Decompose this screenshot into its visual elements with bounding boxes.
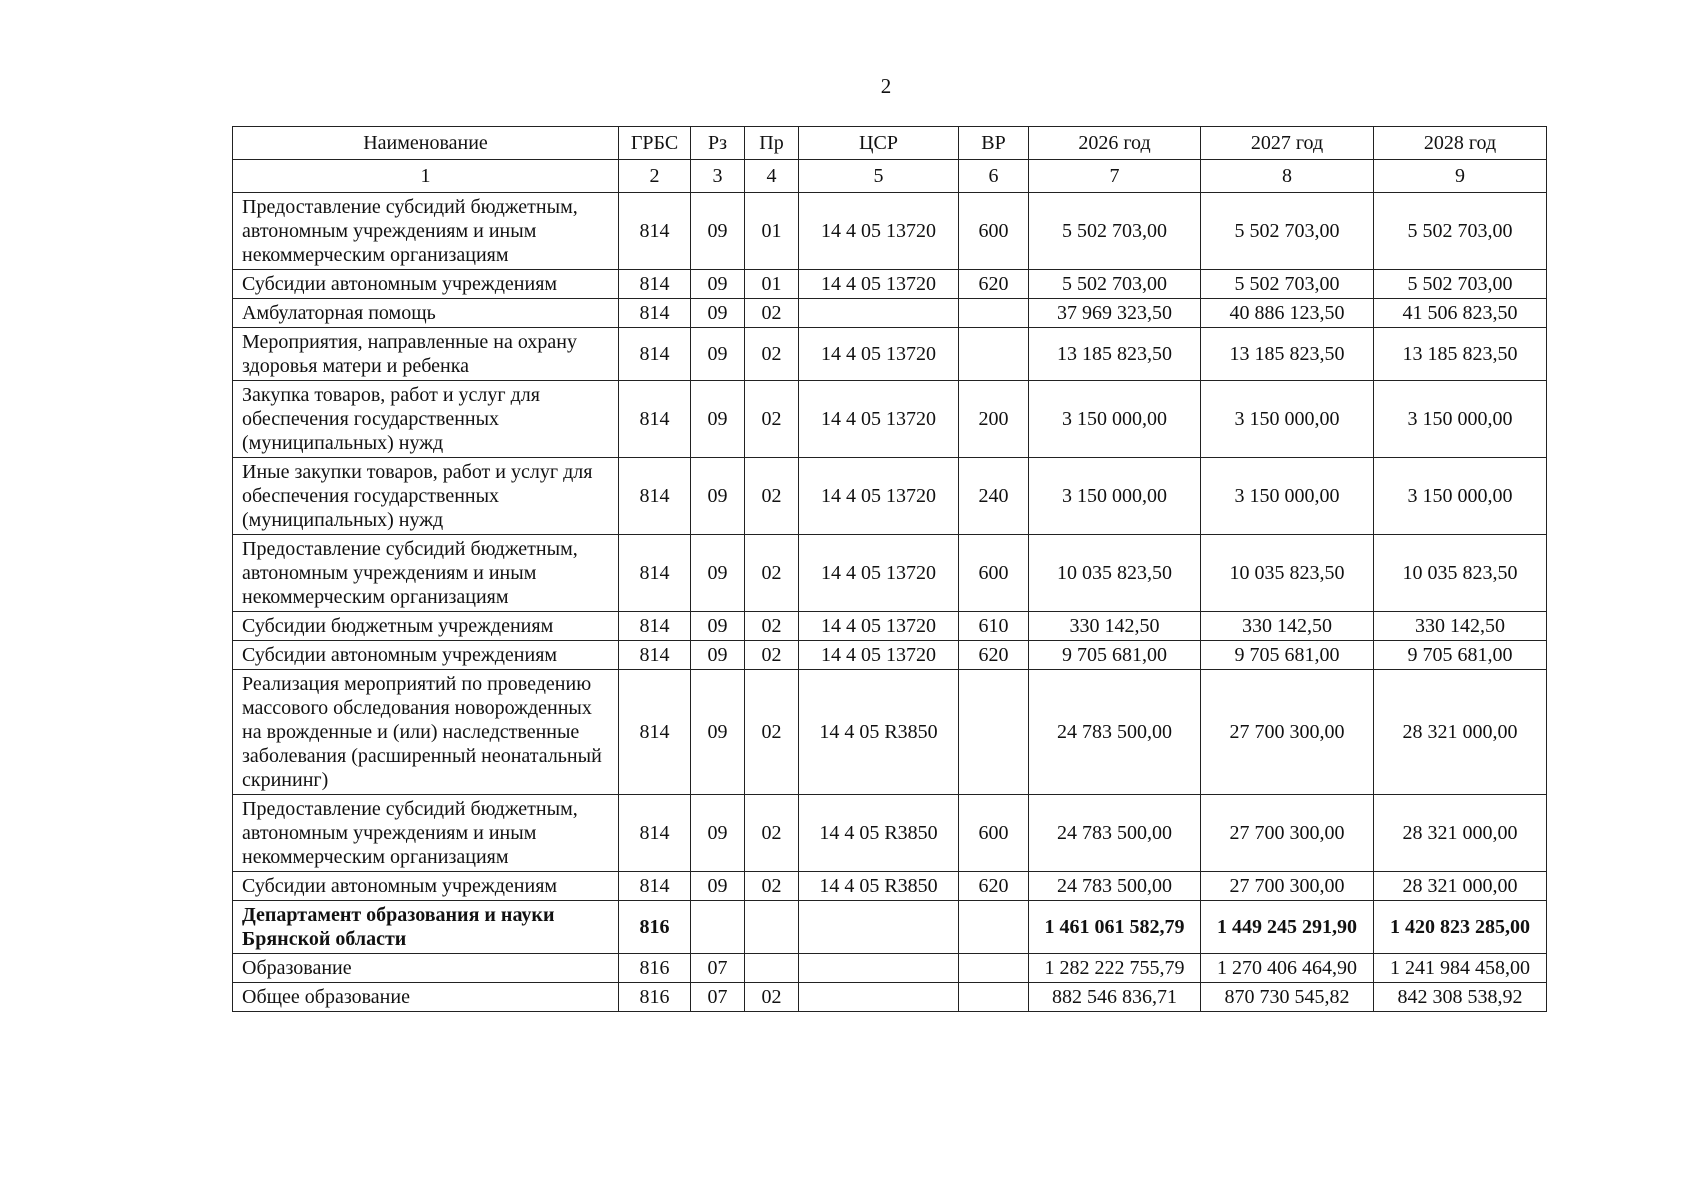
row-2028-cell: 330 142,50 [1374, 612, 1547, 641]
header-2026: 2026 год [1029, 127, 1201, 160]
row-csr-cell: 14 4 05 R3850 [799, 795, 959, 872]
row-csr-cell: 14 4 05 13720 [799, 381, 959, 458]
row-csr-cell: 14 4 05 13720 [799, 535, 959, 612]
row-name-cell: Общее образование [233, 983, 619, 1012]
row-2028-cell: 3 150 000,00 [1374, 458, 1547, 535]
row-rz-cell: 09 [691, 270, 745, 299]
column-number: 1 [233, 160, 619, 193]
table-row [233, 795, 1547, 872]
row-pr-cell: 02 [745, 670, 799, 795]
table-row [233, 983, 1547, 1012]
row-2026-cell: 9 705 681,00 [1029, 641, 1201, 670]
row-name-cell: Образование [233, 954, 619, 983]
row-name-cell: Мероприятия, направленные на охрану здоровья матери и ребенка [233, 328, 619, 381]
row-name-cell: Предоставление субсидий бюджетным, автономным учреждениям и иным некоммерческим организациям [233, 193, 619, 270]
column-number: 9 [1374, 160, 1547, 193]
table-row [233, 458, 1547, 535]
row-pr-cell: 02 [745, 299, 799, 328]
row-vr-cell: 200 [959, 381, 1029, 458]
row-csr-cell: 14 4 05 13720 [799, 328, 959, 381]
row-2027-cell: 9 705 681,00 [1201, 641, 1374, 670]
row-name-cell: Предоставление субсидий бюджетным, автономным учреждениям и иным некоммерческим организациям [233, 535, 619, 612]
row-2027-cell: 40 886 123,50 [1201, 299, 1374, 328]
row-2028-cell: 10 035 823,50 [1374, 535, 1547, 612]
row-pr-cell: 02 [745, 795, 799, 872]
row-grbs-cell: 816 [619, 983, 691, 1012]
row-pr-cell: 02 [745, 328, 799, 381]
row-grbs-cell: 814 [619, 381, 691, 458]
table-row [233, 381, 1547, 458]
row-name-cell: Амбулаторная помощь [233, 299, 619, 328]
row-2026-cell: 1 461 061 582,79 [1029, 901, 1201, 954]
row-rz-cell: 09 [691, 458, 745, 535]
row-grbs-cell: 814 [619, 270, 691, 299]
row-name-cell: Закупка товаров, работ и услуг для обеспечения государственных (муниципальных) нужд [233, 381, 619, 458]
row-name-cell: Департамент образования и науки Брянской области [233, 901, 619, 954]
row-rz-cell: 09 [691, 872, 745, 901]
header-row [233, 127, 1547, 160]
row-pr-cell: 02 [745, 612, 799, 641]
row-vr-cell: 600 [959, 193, 1029, 270]
row-2028-cell: 41 506 823,50 [1374, 299, 1547, 328]
row-vr-cell: 620 [959, 641, 1029, 670]
column-number: 4 [745, 160, 799, 193]
row-vr-cell: 610 [959, 612, 1029, 641]
row-rz-cell: 09 [691, 670, 745, 795]
column-number: 5 [799, 160, 959, 193]
row-2026-cell: 24 783 500,00 [1029, 670, 1201, 795]
row-2027-cell: 5 502 703,00 [1201, 193, 1374, 270]
row-vr-cell [959, 954, 1029, 983]
row-pr-cell: 02 [745, 983, 799, 1012]
row-name-cell: Субсидии автономным учреждениям [233, 641, 619, 670]
column-number: 2 [619, 160, 691, 193]
row-pr-cell: 01 [745, 193, 799, 270]
row-pr-cell: 02 [745, 535, 799, 612]
row-2028-cell: 842 308 538,92 [1374, 983, 1547, 1012]
row-2027-cell: 27 700 300,00 [1201, 670, 1374, 795]
column-number: 6 [959, 160, 1029, 193]
header-pr: Пр [745, 127, 799, 160]
row-2026-cell: 1 282 222 755,79 [1029, 954, 1201, 983]
header-name: Наименование [233, 127, 619, 160]
row-pr-cell: 02 [745, 641, 799, 670]
row-2028-cell: 13 185 823,50 [1374, 328, 1547, 381]
row-grbs-cell: 814 [619, 872, 691, 901]
row-grbs-cell: 814 [619, 328, 691, 381]
row-csr-cell: 14 4 05 R3850 [799, 872, 959, 901]
row-2028-cell: 9 705 681,00 [1374, 641, 1547, 670]
row-rz-cell: 09 [691, 612, 745, 641]
row-grbs-cell: 816 [619, 901, 691, 954]
row-rz-cell: 09 [691, 535, 745, 612]
row-vr-cell [959, 328, 1029, 381]
row-csr-cell [799, 954, 959, 983]
row-grbs-cell: 814 [619, 795, 691, 872]
column-number-row [233, 160, 1547, 193]
header-rz: Рз [691, 127, 745, 160]
table-row [233, 612, 1547, 641]
row-2026-cell: 13 185 823,50 [1029, 328, 1201, 381]
row-grbs-cell: 814 [619, 670, 691, 795]
row-2027-cell: 870 730 545,82 [1201, 983, 1374, 1012]
row-grbs-cell: 816 [619, 954, 691, 983]
row-rz-cell [691, 901, 745, 954]
row-vr-cell [959, 299, 1029, 328]
row-rz-cell: 09 [691, 641, 745, 670]
row-grbs-cell: 814 [619, 299, 691, 328]
row-pr-cell: 02 [745, 458, 799, 535]
row-vr-cell [959, 670, 1029, 795]
row-grbs-cell: 814 [619, 612, 691, 641]
budget-table [232, 126, 1547, 1012]
row-2027-cell: 3 150 000,00 [1201, 381, 1374, 458]
row-csr-cell [799, 983, 959, 1012]
header-csr: ЦСР [799, 127, 959, 160]
row-2027-cell: 27 700 300,00 [1201, 872, 1374, 901]
header-2028: 2028 год [1374, 127, 1547, 160]
table-row [233, 270, 1547, 299]
row-2028-cell: 28 321 000,00 [1374, 872, 1547, 901]
row-name-cell: Реализация мероприятий по проведению массового обследования новорожденных на врожденные и (или) наследственные заболевания (расширенный неонатальный скрининг) [233, 670, 619, 795]
row-vr-cell [959, 901, 1029, 954]
row-pr-cell: 01 [745, 270, 799, 299]
row-csr-cell [799, 901, 959, 954]
table-row [233, 535, 1547, 612]
table-row [233, 299, 1547, 328]
column-number: 3 [691, 160, 745, 193]
row-rz-cell: 07 [691, 954, 745, 983]
row-2027-cell: 13 185 823,50 [1201, 328, 1374, 381]
row-pr-cell: 02 [745, 381, 799, 458]
row-2028-cell: 1 420 823 285,00 [1374, 901, 1547, 954]
row-2026-cell: 10 035 823,50 [1029, 535, 1201, 612]
row-csr-cell: 14 4 05 R3850 [799, 670, 959, 795]
row-2027-cell: 1 449 245 291,90 [1201, 901, 1374, 954]
row-2027-cell: 3 150 000,00 [1201, 458, 1374, 535]
table-row [233, 670, 1547, 795]
row-pr-cell: 02 [745, 872, 799, 901]
row-rz-cell: 09 [691, 193, 745, 270]
row-name-cell: Предоставление субсидий бюджетным, автономным учреждениям и иным некоммерческим организациям [233, 795, 619, 872]
table-row [233, 641, 1547, 670]
row-2027-cell: 10 035 823,50 [1201, 535, 1374, 612]
row-pr-cell [745, 901, 799, 954]
row-vr-cell [959, 983, 1029, 1012]
row-csr-cell: 14 4 05 13720 [799, 612, 959, 641]
row-2026-cell: 5 502 703,00 [1029, 270, 1201, 299]
row-name-cell: Иные закупки товаров, работ и услуг для обеспечения государственных (муниципальных) нужд [233, 458, 619, 535]
row-grbs-cell: 814 [619, 193, 691, 270]
row-2027-cell: 5 502 703,00 [1201, 270, 1374, 299]
row-2027-cell: 27 700 300,00 [1201, 795, 1374, 872]
row-name-cell: Субсидии автономным учреждениям [233, 270, 619, 299]
header-vr: ВР [959, 127, 1029, 160]
header-grbs: ГРБС [619, 127, 691, 160]
table-row [233, 901, 1547, 954]
row-2028-cell: 5 502 703,00 [1374, 193, 1547, 270]
row-vr-cell: 600 [959, 535, 1029, 612]
page-number: 2 [880, 74, 892, 98]
row-pr-cell [745, 954, 799, 983]
row-2026-cell: 3 150 000,00 [1029, 458, 1201, 535]
column-number: 7 [1029, 160, 1201, 193]
row-rz-cell: 09 [691, 328, 745, 381]
row-name-cell: Субсидии автономным учреждениям [233, 872, 619, 901]
row-2026-cell: 882 546 836,71 [1029, 983, 1201, 1012]
header-2027: 2027 год [1201, 127, 1374, 160]
row-grbs-cell: 814 [619, 535, 691, 612]
row-grbs-cell: 814 [619, 641, 691, 670]
row-2026-cell: 24 783 500,00 [1029, 872, 1201, 901]
row-2027-cell: 330 142,50 [1201, 612, 1374, 641]
row-2028-cell: 5 502 703,00 [1374, 270, 1547, 299]
row-csr-cell: 14 4 05 13720 [799, 458, 959, 535]
row-2027-cell: 1 270 406 464,90 [1201, 954, 1374, 983]
table-row [233, 328, 1547, 381]
row-rz-cell: 09 [691, 381, 745, 458]
row-name-cell: Субсидии бюджетным учреждениям [233, 612, 619, 641]
row-2026-cell: 3 150 000,00 [1029, 381, 1201, 458]
row-vr-cell: 240 [959, 458, 1029, 535]
row-csr-cell: 14 4 05 13720 [799, 193, 959, 270]
row-2028-cell: 3 150 000,00 [1374, 381, 1547, 458]
row-2028-cell: 28 321 000,00 [1374, 670, 1547, 795]
row-2026-cell: 5 502 703,00 [1029, 193, 1201, 270]
row-csr-cell: 14 4 05 13720 [799, 270, 959, 299]
column-number: 8 [1201, 160, 1374, 193]
row-2026-cell: 330 142,50 [1029, 612, 1201, 641]
row-2028-cell: 1 241 984 458,00 [1374, 954, 1547, 983]
row-csr-cell: 14 4 05 13720 [799, 641, 959, 670]
table-row [233, 954, 1547, 983]
row-vr-cell: 620 [959, 270, 1029, 299]
table-row [233, 872, 1547, 901]
row-rz-cell: 09 [691, 299, 745, 328]
row-rz-cell: 09 [691, 795, 745, 872]
row-vr-cell: 600 [959, 795, 1029, 872]
row-csr-cell [799, 299, 959, 328]
row-2028-cell: 28 321 000,00 [1374, 795, 1547, 872]
row-2026-cell: 24 783 500,00 [1029, 795, 1201, 872]
row-grbs-cell: 814 [619, 458, 691, 535]
table-row [233, 193, 1547, 270]
row-rz-cell: 07 [691, 983, 745, 1012]
row-2026-cell: 37 969 323,50 [1029, 299, 1201, 328]
row-vr-cell: 620 [959, 872, 1029, 901]
